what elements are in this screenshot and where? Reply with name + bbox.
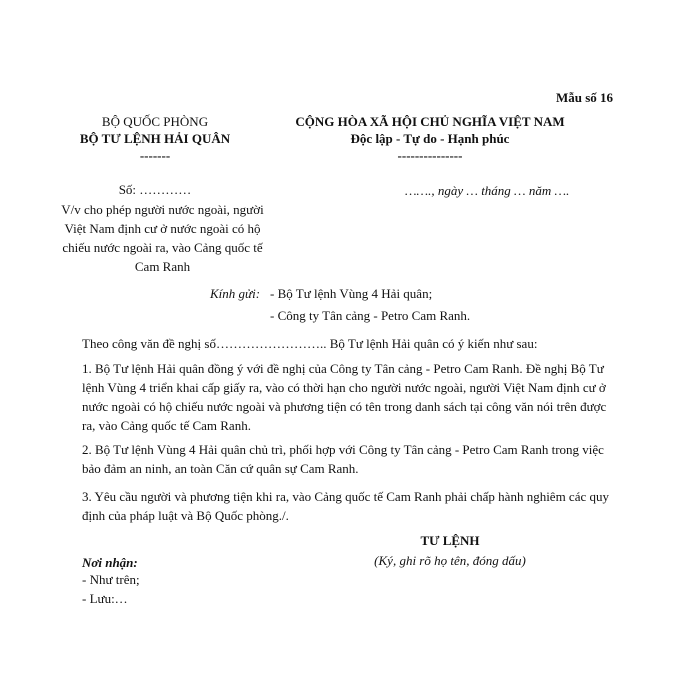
recipient-item: - Công ty Tân cảng - Petro Cam Ranh. — [270, 308, 471, 323]
command-name: BỘ TƯ LỆNH HẢI QUÂN — [79, 131, 231, 146]
intro-line: Theo công văn đề nghị số…………………….. Bộ Tư lệnh Hải quân có ý kiến như sau: — [82, 336, 538, 351]
date-line: ……., ngày … tháng … năm …. — [405, 183, 570, 198]
national-header — [270, 113, 590, 164]
national-motto: Độc lập - Tự do - Hạnh phúc — [350, 131, 510, 146]
recipients-label: Kính gửi: — [210, 286, 261, 301]
ministry-name: BỘ QUỐC PHÒNG — [101, 114, 209, 129]
recipient-item: - Bộ Tư lệnh Vùng 4 Hải quân; — [270, 286, 433, 301]
document-subject: V/v cho phép người nước ngoài, người Việt Nam định cư ở nước ngoài có hộ chiếu nước ngoài ra, vào Cảng quốc tế Cam Ranh — [61, 202, 264, 274]
issuing-authority-header — [60, 113, 250, 164]
document-number: Số: ………… — [118, 182, 192, 197]
receiver-item: - Như trên; — [82, 572, 140, 587]
body-paragraph-3: 3. Yêu cầu người và phương tiện khi ra, vào Cảng quốc tế Cam Ranh phải chấp hành nghiêm các quy định của pháp luật và Bộ Quốc phòng./. — [82, 489, 609, 523]
signature-title: TƯ LỆNH — [420, 533, 480, 548]
left-divider: ------- — [139, 148, 171, 163]
body-paragraph-2: 2. Bộ Tư lệnh Vùng 4 Hải quân chủ trì, phối hợp với Công ty Tân cảng - Petro Cam Ranh trong việc bảo đảm an ninh, an toàn Căn cứ quân sự Cam Ranh. — [82, 442, 604, 476]
signature-note: (Ký, ghi rõ họ tên, đóng dấu) — [374, 553, 526, 568]
form-number: Mẫu số 16 — [556, 90, 614, 105]
receivers-label: Nơi nhận: — [82, 555, 138, 570]
right-divider: --------------- — [397, 148, 463, 163]
nation-name: CỘNG HÒA XÃ HỘI CHỦ NGHĨA VIỆT NAM — [295, 114, 565, 129]
body-paragraph-1: 1. Bộ Tư lệnh Hải quân đồng ý với đề nghị của Công ty Tân cảng - Petro Cam Ranh. Đề nghị Bộ Tư lệnh Vùng 4 triển khai cấp giấy ra, vào có thời hạn cho người nước ngoài, người Việt Nam định cư ở nước ngoài có hộ chiếu nước ngoài và phương tiện có tên trong danh sách tại công văn nói trên được ra, vào Cảng quốc tế Cam Ranh. — [82, 361, 607, 433]
receiver-item: - Lưu:… — [82, 591, 128, 606]
recipients-block — [210, 283, 470, 327]
